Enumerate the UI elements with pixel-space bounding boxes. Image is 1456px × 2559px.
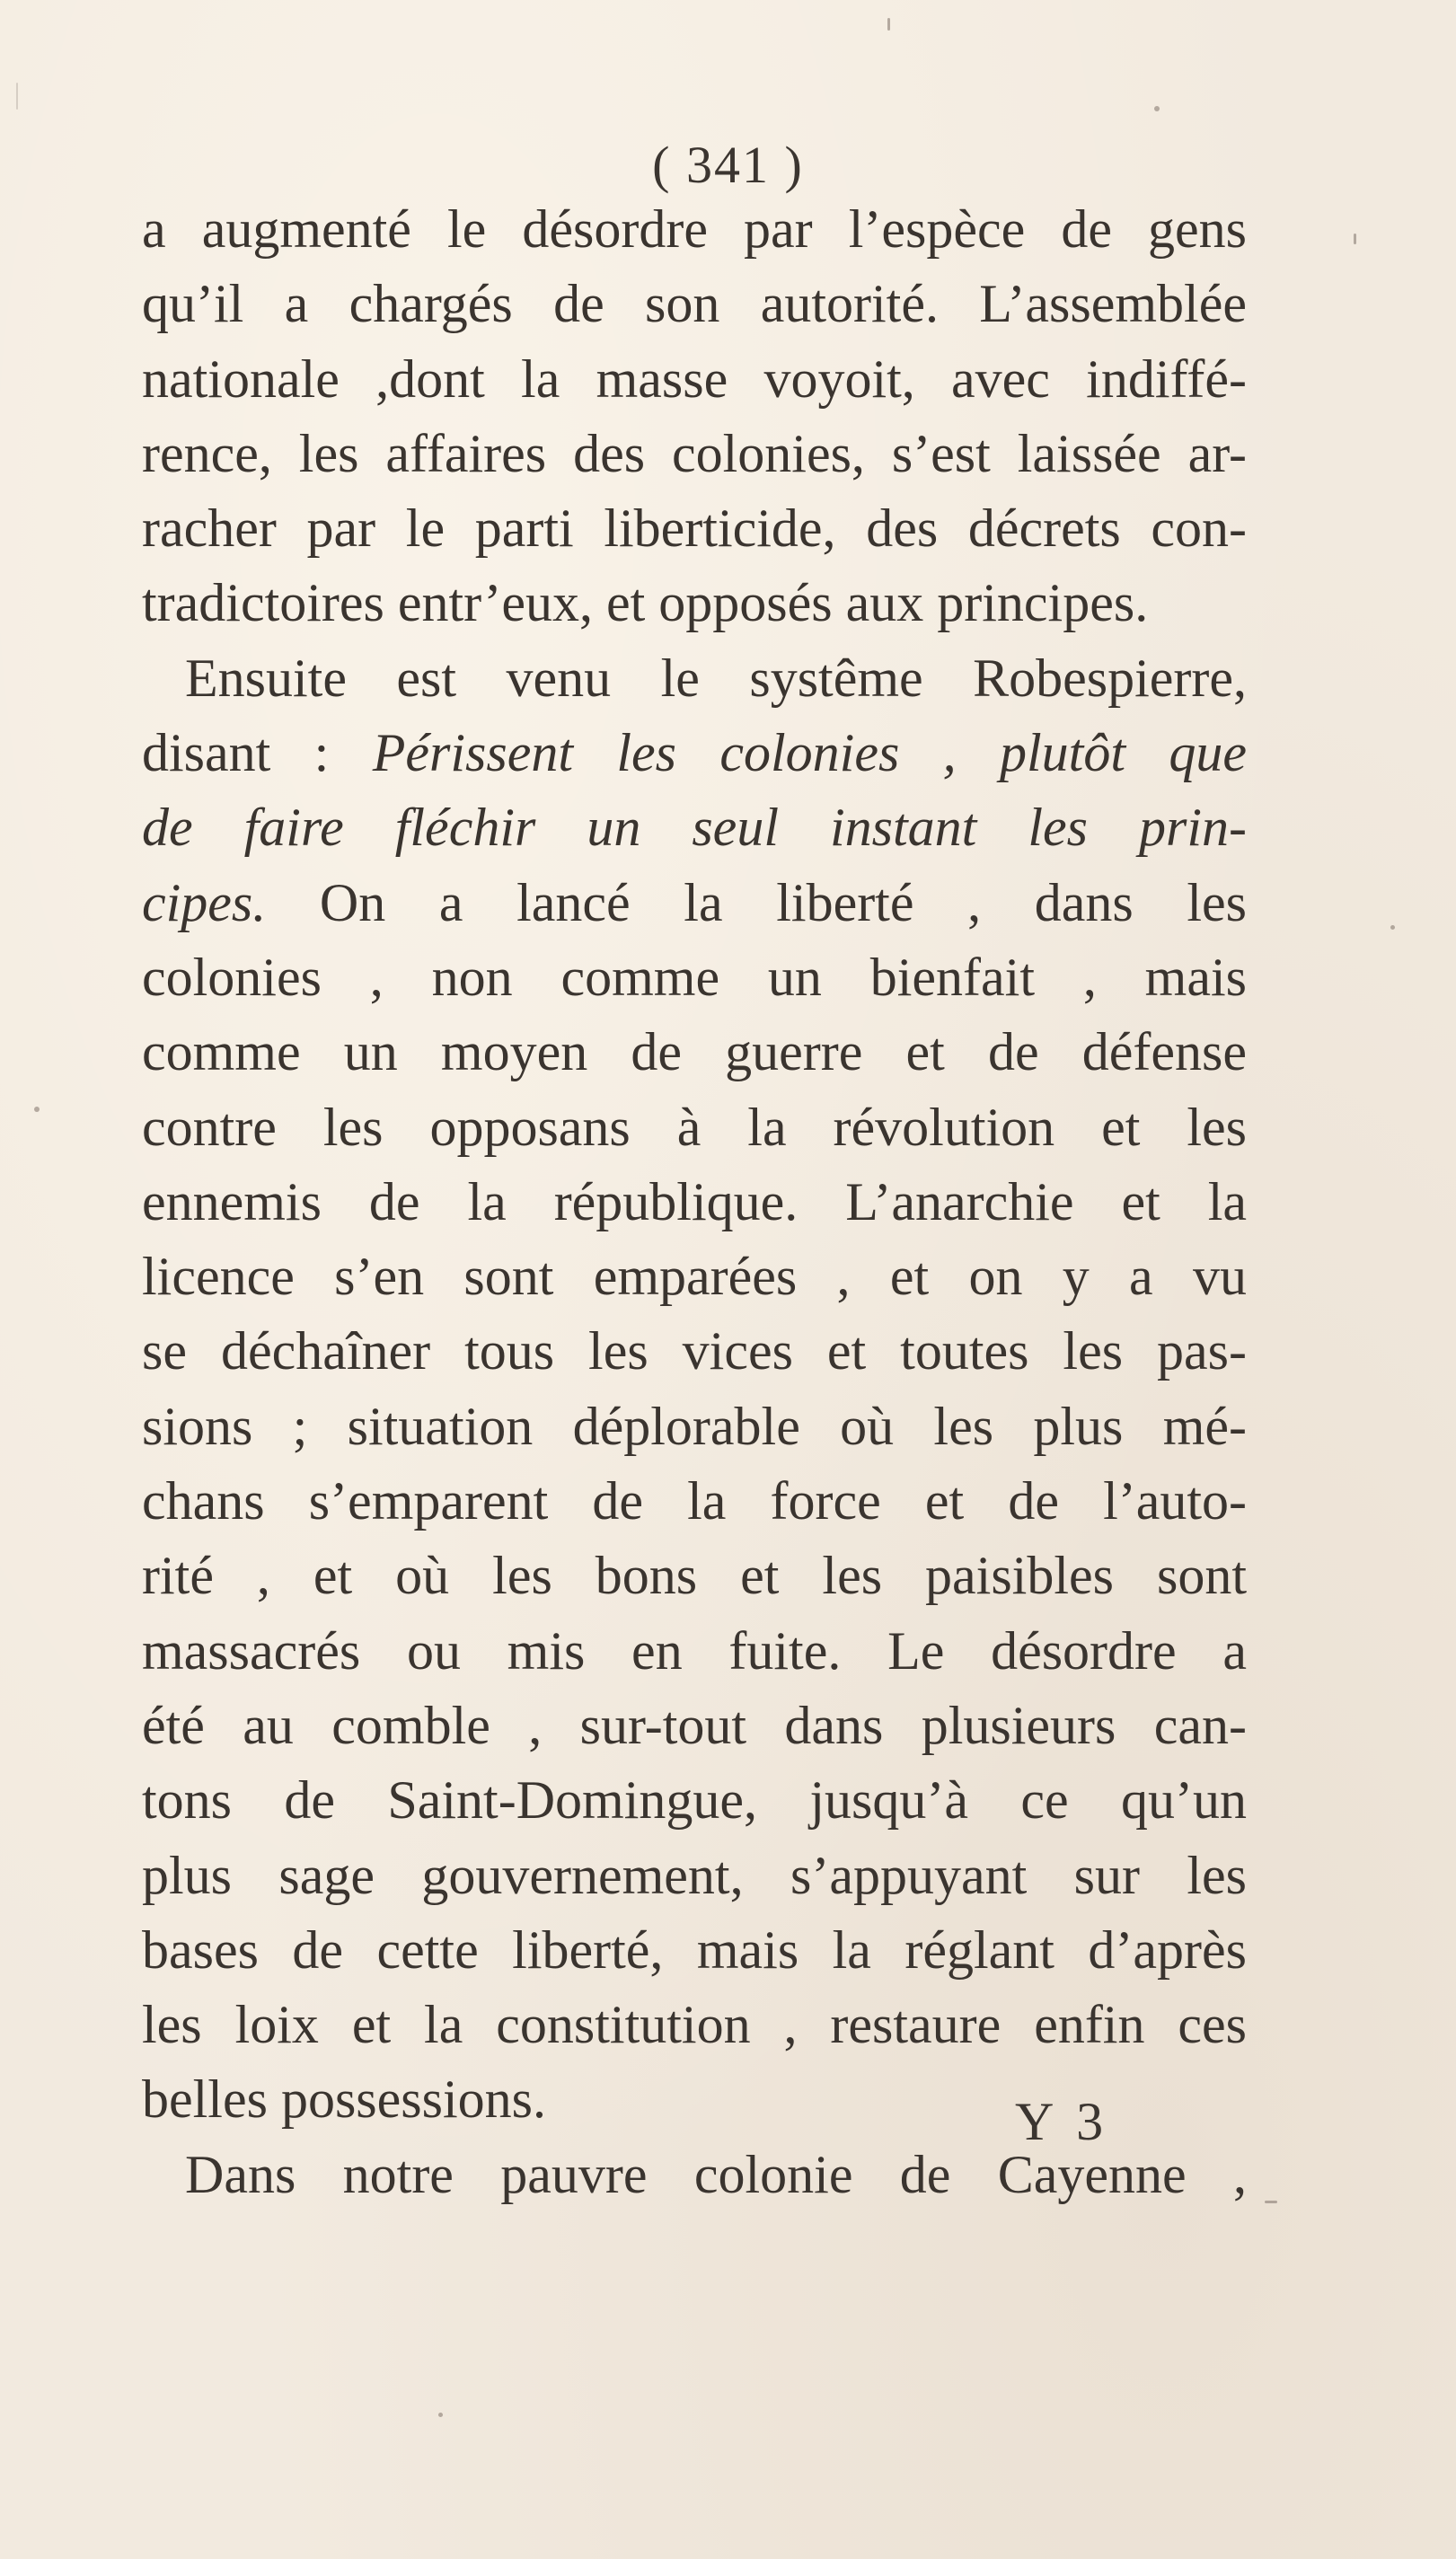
signature-mark: Y 3 — [1015, 2092, 1109, 2151]
paper-speck — [34, 1107, 40, 1112]
text-line: belles possessions. — [142, 2069, 546, 2130]
text-line: bases de cette liberté, mais la réglant d’après — [142, 1919, 1247, 1980]
paper-speck — [16, 83, 18, 110]
text-line: Dans notre pauvre colonie de Cayenne , — [185, 2144, 1247, 2204]
text-line: nationale ,dont la masse voyoit, avec indiffé- — [142, 349, 1247, 409]
paper-speck — [887, 18, 890, 31]
text-line: comme un moyen de guerre et de défense — [142, 1022, 1247, 1082]
text-line: tons de Saint-Domingue, jusqu’à ce qu’un — [142, 1770, 1247, 1831]
text-line — [142, 866, 1247, 940]
text-line: se déchaîner tous les vices et toutes les pas- — [142, 1321, 1247, 1381]
text-line: colonies , non comme un bienfait , mais — [142, 947, 1247, 1007]
text-line: qu’il a chargés de son autorité. L’assemblée — [142, 274, 1247, 334]
text-line: tradictoires entr’eux, et opposés aux principes. — [142, 573, 1149, 633]
italic-quote-text: cipes. — [142, 872, 267, 932]
text-line: été au comble , sur-tout dans plusieurs can- — [142, 1695, 1247, 1755]
italic-quote-text: de faire fléchir un seul instant les prin- — [142, 798, 1247, 858]
paper-speck — [1354, 234, 1356, 244]
paper-speck — [1265, 2201, 1277, 2203]
text-line: chans s’emparent de la force et de l’auto- — [142, 1471, 1247, 1531]
text-line — [142, 716, 1247, 790]
italic-quote-text: Périssent les colonies , plutôt que — [372, 723, 1247, 783]
line-text: disant : — [142, 723, 373, 783]
text-line: a augmenté le désordre par l’espèce de gens — [142, 199, 1247, 259]
text-line: rité , et où les bons et les paisibles sont — [142, 1546, 1247, 1606]
paper-speck — [438, 2413, 443, 2417]
text-line: massacrés ou mis en fuite. Le désordre a — [142, 1620, 1247, 1681]
line-text: On a lancé la liberté , dans les — [266, 872, 1247, 932]
text-line: racher par le parti liberticide, des décrets con- — [142, 499, 1247, 559]
paper-speck — [1390, 925, 1395, 930]
text-line — [142, 790, 1247, 865]
text-line: les loix et la constitution , restaure enfin ces — [142, 1995, 1247, 2055]
text-line: ennemis de la république. L’anarchie et la — [142, 1171, 1247, 1231]
page-number-header: ( 341 ) — [652, 136, 804, 194]
text-line: rence, les affaires des colonies, s’est laissée ar- — [142, 423, 1247, 483]
text-line: contre les opposans à la révolution et les — [142, 1097, 1247, 1157]
text-line: sions ; situation déplorable où les plus mé- — [142, 1396, 1247, 1456]
text-line: Ensuite est venu le systême Robespierre, — [185, 648, 1247, 708]
paper-speck — [1154, 106, 1160, 111]
text-line: plus sage gouvernement, s’appuyant sur les — [142, 1845, 1247, 1905]
text-line: licence s’en sont emparées , et on y a vu — [142, 1247, 1247, 1307]
body-text — [142, 192, 1247, 2212]
